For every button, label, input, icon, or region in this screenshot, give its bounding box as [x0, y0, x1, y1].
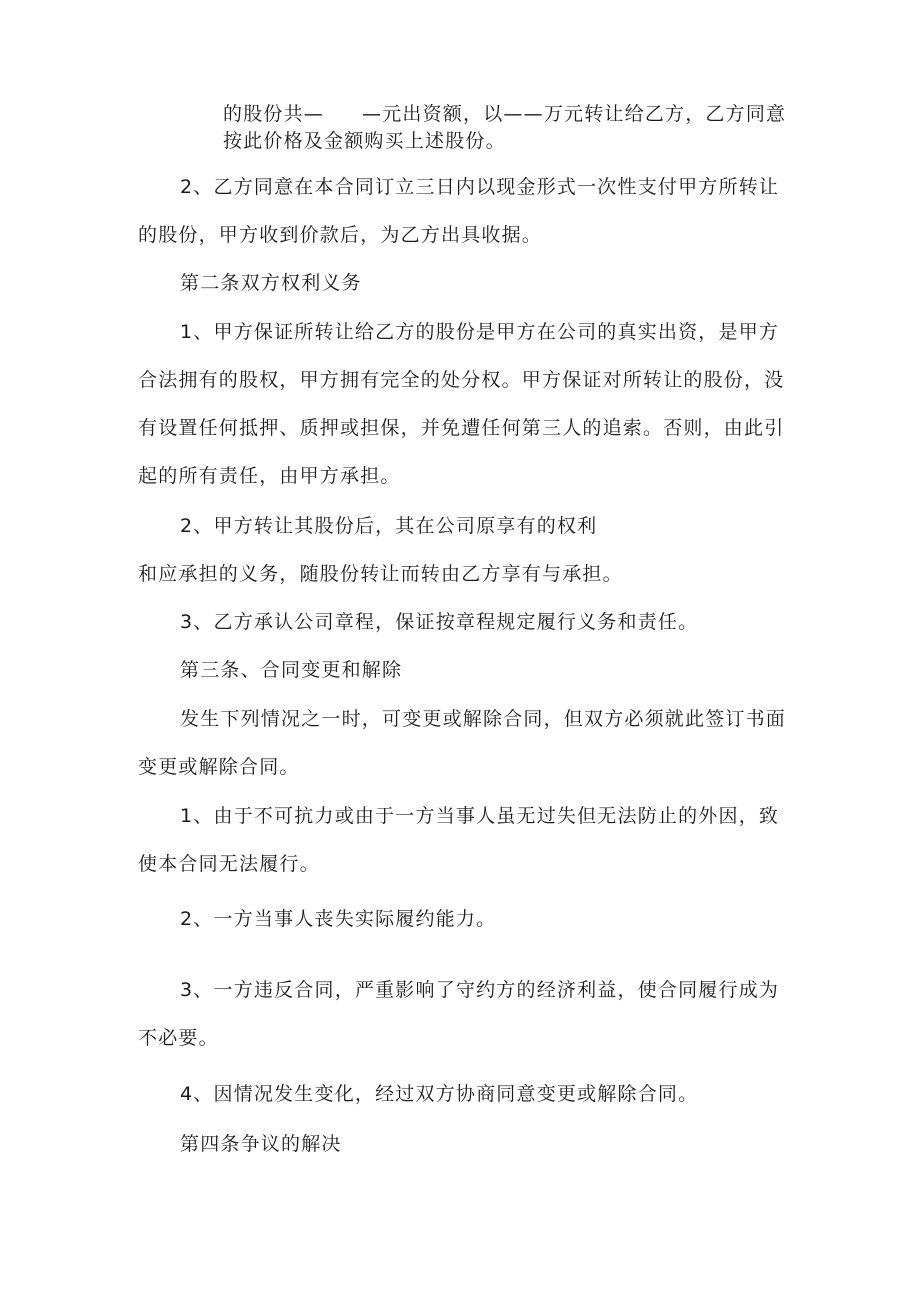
- text-line-8: 有设置任何抵押、质押或担保，并免遭任何第三人的追索。否则，由此引: [138, 417, 785, 439]
- text-line-10: 2、甲方转让其股份后，其在公司原享有的权利: [180, 515, 598, 537]
- text-line-1-part-b: —元出资额，以——万元转让给乙方，乙方同意: [362, 103, 787, 125]
- text-line-6: 1、甲方保证所转让给乙方的股份是甲方在公司的真实出资，是甲方: [180, 321, 780, 343]
- text-line-19: 3、一方违反合同，严重影响了守约方的经济利益，使合同履行成为: [180, 979, 780, 1001]
- text-line-2: 按此价格及金额购买上述股份。: [223, 130, 506, 152]
- text-line-16: 1、由于不可抗力或由于一方当事人虽无过失但无法防止的外因，致: [180, 805, 780, 827]
- text-line-1: [223, 101, 786, 127]
- text-line-18: 2、一方当事人丧失实际履约能力。: [180, 908, 497, 930]
- section-heading-3: 第三条、合同变更和解除: [180, 659, 403, 681]
- text-line-3: 2、乙方同意在本合同订立三日内以现金形式一次性支付甲方所转让: [180, 176, 780, 198]
- text-line-12: 3、乙方承认公司章程，保证按章程规定履行义务和责任。: [180, 611, 699, 633]
- section-heading-2: 第二条双方权利义务: [180, 272, 362, 294]
- section-heading-4: 第四条争议的解决: [180, 1133, 342, 1155]
- text-line-20: 不必要。: [138, 1027, 219, 1049]
- text-line-17: 使本合同无法履行。: [138, 853, 320, 875]
- text-line-11: 和应承担的义务，随股份转让而转由乙方享有与承担。: [138, 563, 623, 585]
- text-line-4: 的股份，甲方收到价款后，为乙方出具收据。: [138, 224, 543, 246]
- text-line-7: 合法拥有的股权，甲方拥有完全的处分权。甲方保证对所转让的股份，没: [138, 369, 785, 391]
- text-line-21: 4、因情况发生变化，经过双方协商同意变更或解除合同。: [180, 1083, 699, 1105]
- text-line-15: 变更或解除合同。: [138, 756, 300, 778]
- text-line-14: 发生下列情况之一时，可变更或解除合同，但双方必须就此签订书面: [180, 708, 787, 730]
- text-line-1-part-a: 的股份共—: [223, 103, 325, 125]
- text-line-9: 起的所有责任，由甲方承担。: [138, 465, 401, 487]
